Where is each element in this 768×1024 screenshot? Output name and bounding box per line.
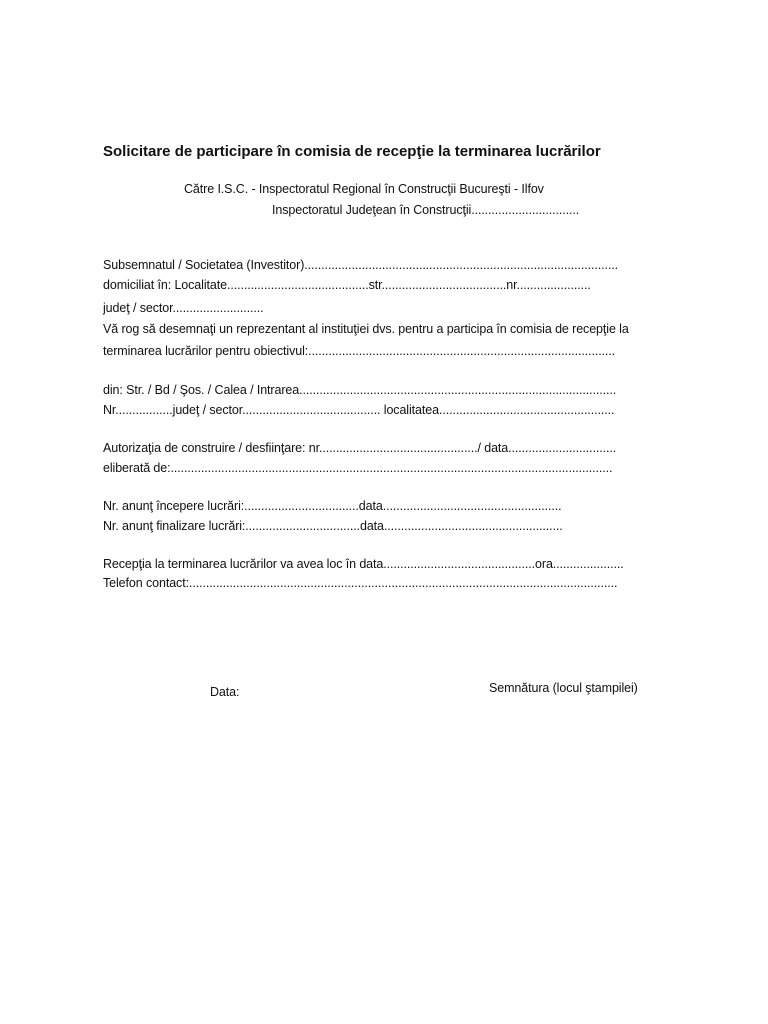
start-notice-line: Nr. anunţ începere lucrări:..................................data..................................................... bbox=[103, 499, 562, 513]
signature-label: Semnătura (locul ştampilei) bbox=[489, 681, 638, 695]
addressee-line-2: Inspectoratul Judeţean în Construcţii................................ bbox=[272, 203, 580, 217]
date-label: Data: bbox=[210, 685, 240, 699]
issued-by-line: eliberată de:................................................................................................................................... bbox=[103, 461, 613, 475]
addressee-line-1: Către I.S.C. - Inspectoratul Regional în Construcţii Bucureşti - Ilfov bbox=[184, 182, 544, 196]
reception-line: Recepţia la terminarea lucrărilor va avea loc în data.............................................ora..................... bbox=[103, 557, 624, 571]
phone-line: Telefon contact:............................................................................................................................... bbox=[103, 576, 618, 590]
authorization-line: Autorizaţia de construire / desfiinţare: nr.............................................../ data................................ bbox=[103, 441, 617, 455]
number-line: Nr.................judeţ / sector......................................... localitatea.................................................... bbox=[103, 403, 615, 417]
county-line: judeţ / sector........................... bbox=[103, 301, 264, 315]
request-line-1: Vă rog să desemnaţi un reprezentant al instituţiei dvs. pentru a participa în comisia de recepţie la bbox=[103, 322, 629, 336]
request-line-2: terminarea lucrărilor pentru obiectivul:........................................................................................... bbox=[103, 344, 616, 358]
investor-line: Subsemnatul / Societatea (Investitor)............................................................................................. bbox=[103, 258, 618, 272]
document-title: Solicitare de participare în comisia de recepţie la terminarea lucrărilor bbox=[103, 143, 601, 160]
street-line: din: Str. / Bd / Şos. / Calea / Intrarea.............................................................................................. bbox=[103, 383, 617, 397]
end-notice-line: Nr. anunţ finalizare lucrări:..................................data..................................................... bbox=[103, 519, 563, 533]
domicile-line: domiciliat în: Localitate..........................................str.....................................nr...................... bbox=[103, 278, 591, 292]
